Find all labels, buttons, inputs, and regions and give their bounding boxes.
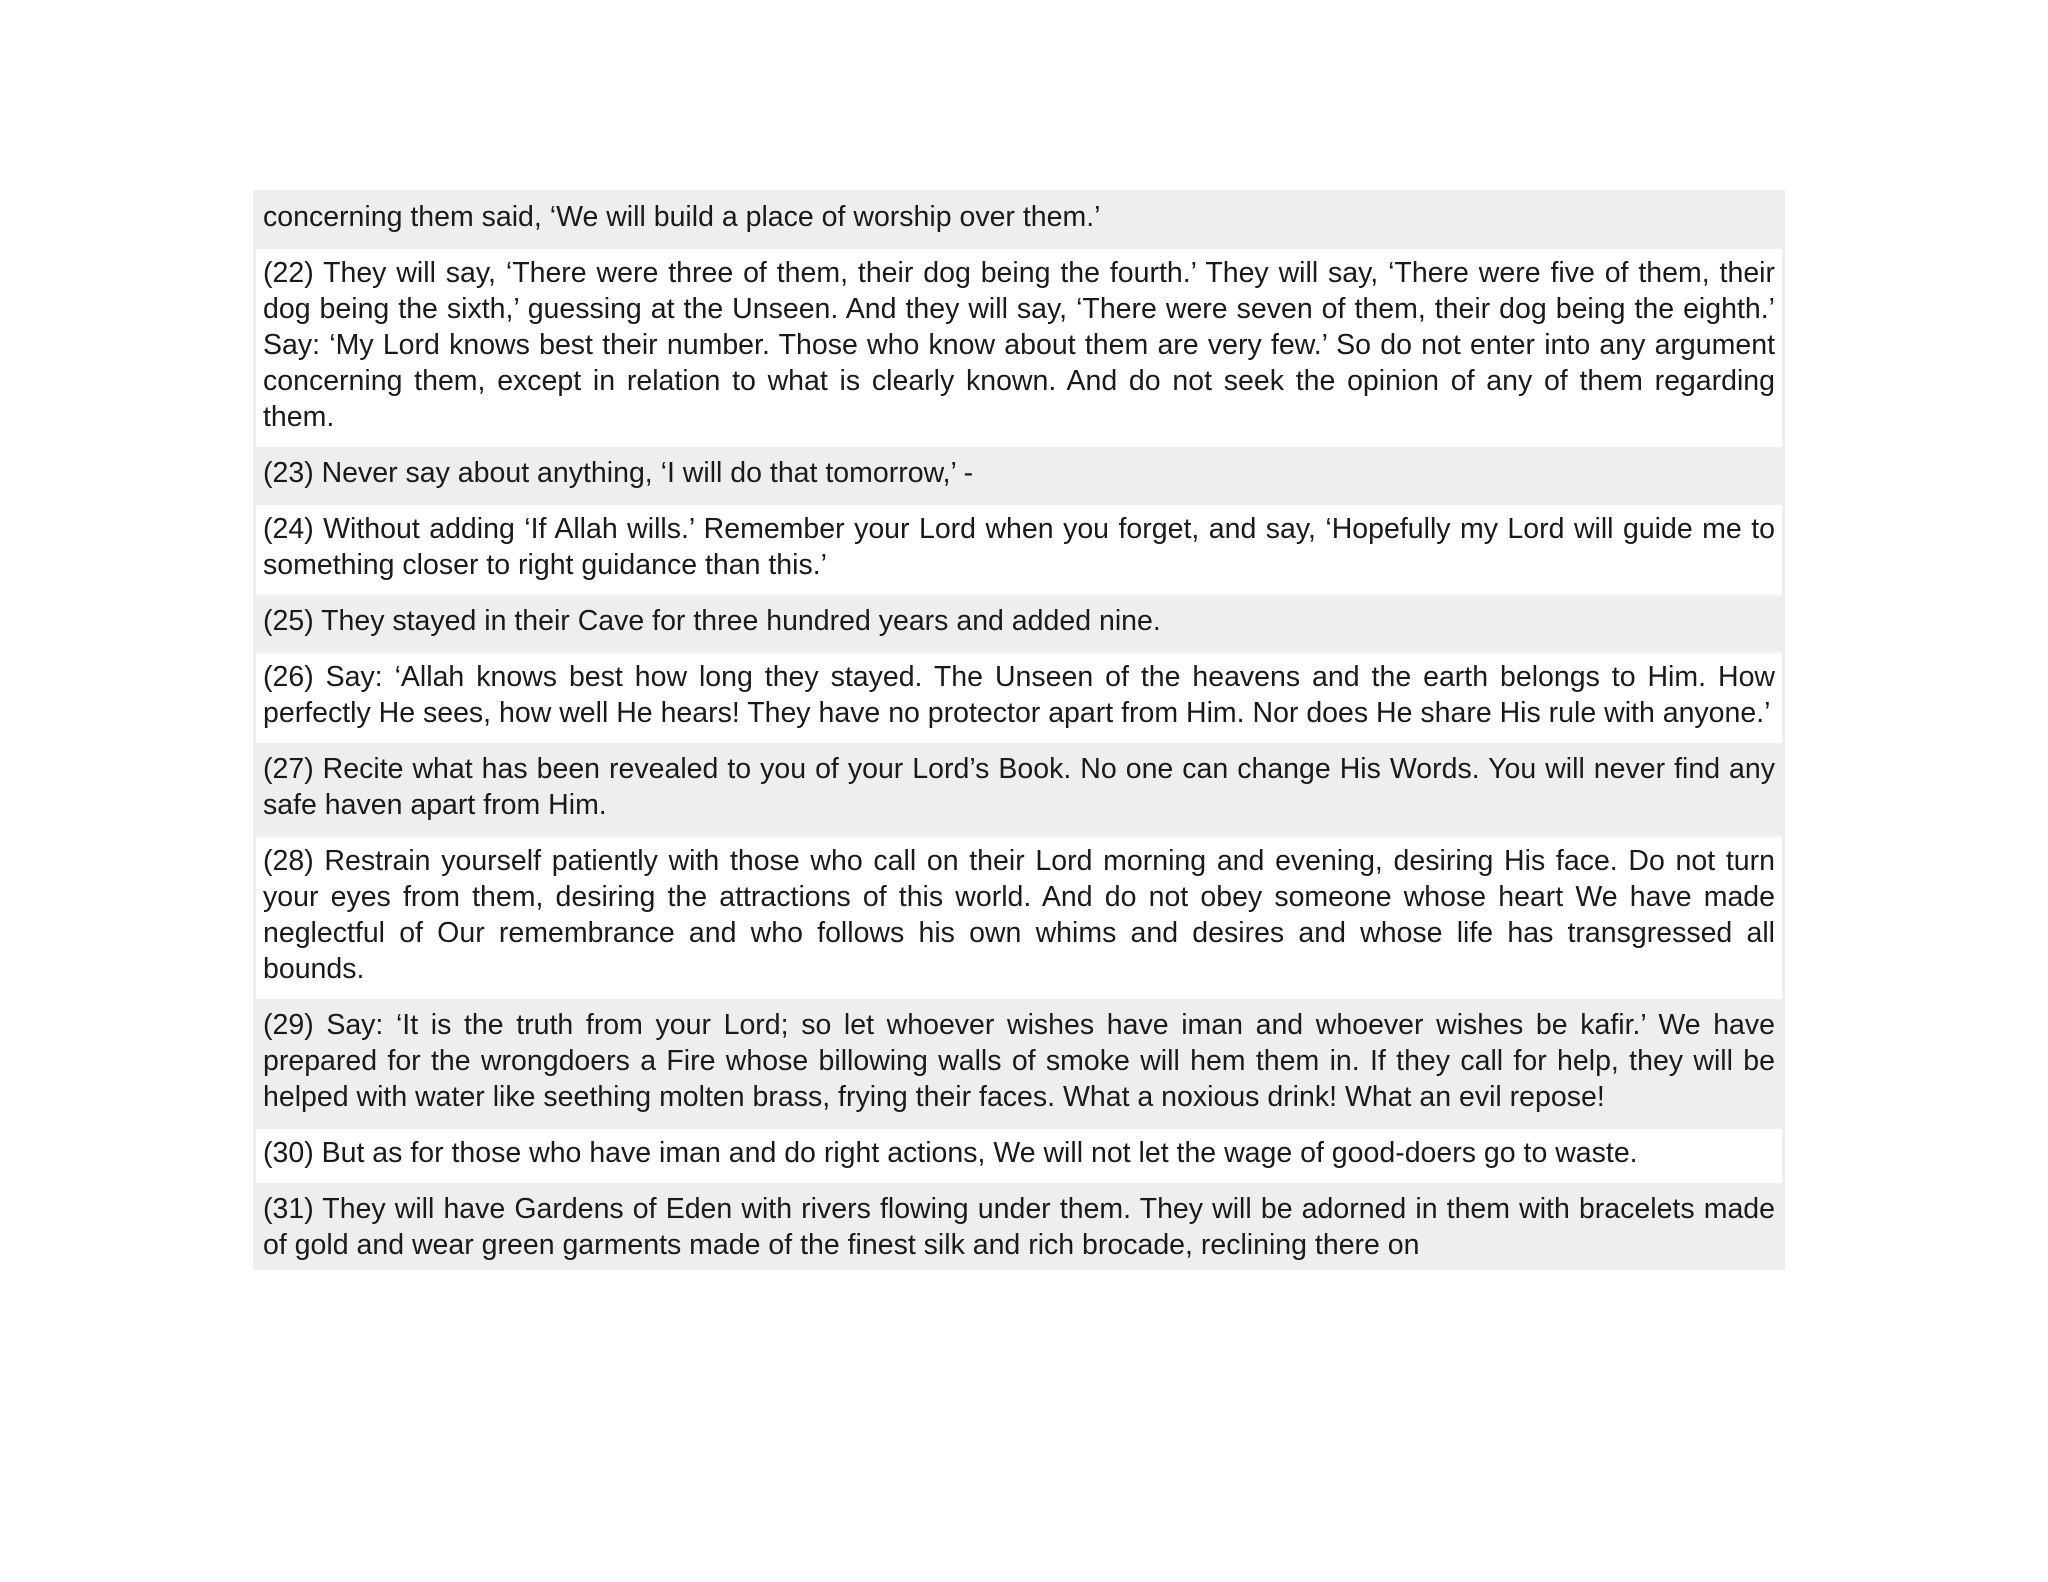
verse-text: (22) They will say, ‘There were three of them, their dog being the fourth.’ They will say, ‘There were five of them, their dog being the sixth,’ guessing at the Unseen. And they will say, ‘There were seven of them, their dog being the eighth.’ Say: ‘My Lord knows best their number. Those who know about them are very few.’ So do not enter into any argument concerning them, except in relation to what is clearly known. And do not seek the opinion of any of them regarding them. xyxy=(263,257,1775,433)
verse-text: (24) Without adding ‘If Allah wills.’ Remember your Lord when you forget, and say, ‘Hopefully my Lord will guide me to something closer to right guidance than this.’ xyxy=(263,513,1775,581)
verse-text: (26) Say: ‘Allah knows best how long they stayed. The Unseen of the heavens and the earth belongs to Him. How perfectly He sees, how well He hears! They have no protector apart from Him. Nor does He share His rule with anyone.’ xyxy=(263,661,1775,729)
verse-row xyxy=(256,449,1782,505)
verse-row xyxy=(256,653,1782,745)
verse-row xyxy=(256,505,1782,597)
verse-text: (25) They stayed in their Cave for three hundred years and added nine. xyxy=(263,605,1161,637)
verse-text: (30) But as for those who have iman and do right actions, We will not let the wage of good-doers go to waste. xyxy=(263,1137,1638,1169)
verse-text: (27) Recite what has been revealed to you of your Lord’s Book. No one can change His Words. You will never find any safe haven apart from Him. xyxy=(263,753,1775,821)
verse-text: (31) They will have Gardens of Eden with rivers flowing under them. They will be adorned in them with bracelets made of gold and wear green garments made of the finest silk and rich brocade, reclining there on xyxy=(263,1193,1775,1261)
verse-table xyxy=(253,190,1785,1270)
verse-row xyxy=(256,193,1782,249)
verse-row xyxy=(256,1129,1782,1185)
verse-text: (23) Never say about anything, ‘I will do that tomorrow,’ - xyxy=(263,457,974,489)
verse-row xyxy=(256,249,1782,449)
verse-row xyxy=(256,745,1782,837)
verse-text: (28) Restrain yourself patiently with those who call on their Lord morning and evening, desiring His face. Do not turn your eyes from them, desiring the attractions of this world. And do not obey someone whose heart We have made neglectful of Our remembrance and who follows his own whims and desires and whose life has transgressed all bounds. xyxy=(263,845,1775,985)
verse-row xyxy=(256,837,1782,1001)
verse-row xyxy=(256,1185,1782,1267)
verse-row xyxy=(256,597,1782,653)
verse-text: concerning them said, ‘We will build a place of worship over them.’ xyxy=(263,201,1101,233)
verse-row xyxy=(256,1001,1782,1129)
verse-text: (29) Say: ‘It is the truth from your Lord; so let whoever wishes have iman and whoever wishes be kafir.’ We have prepared for the wrongdoers a Fire whose billowing walls of smoke will hem them in. If they call for help, they will be helped with water like seething molten brass, frying their faces. What a noxious drink! What an evil repose! xyxy=(263,1009,1775,1113)
